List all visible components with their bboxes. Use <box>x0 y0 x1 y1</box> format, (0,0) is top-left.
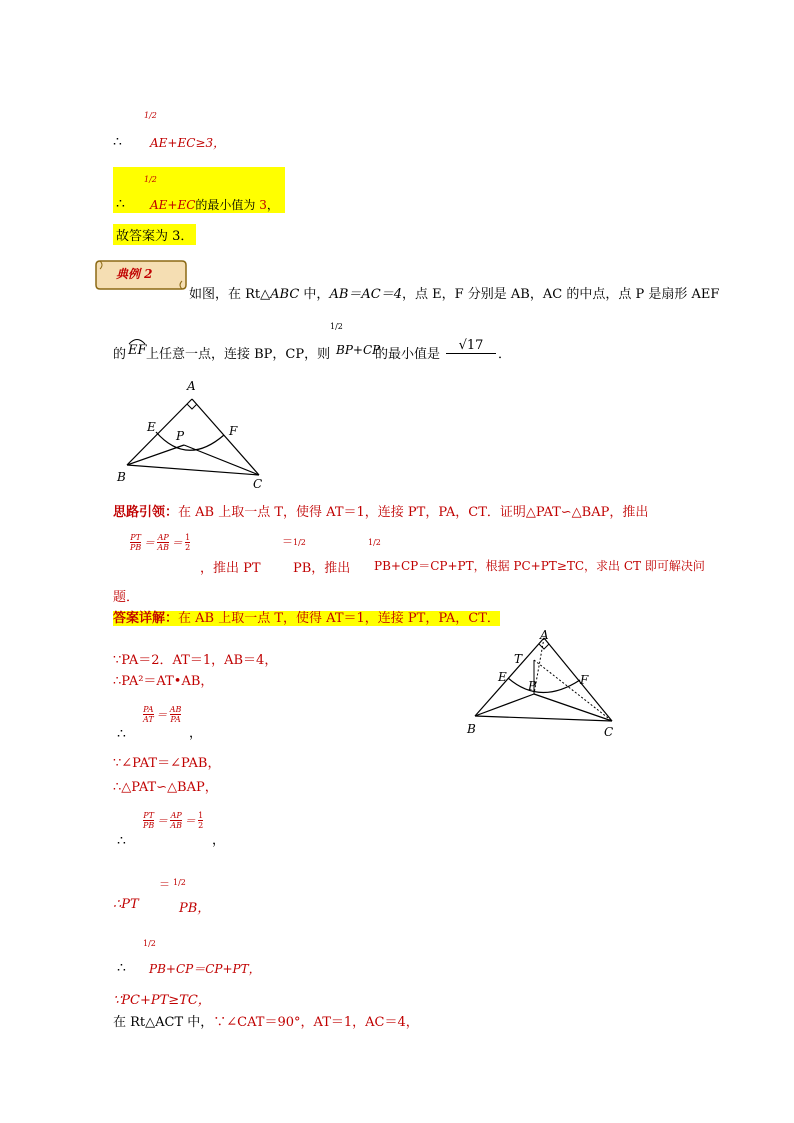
equals-sign: ＝ <box>282 535 293 548</box>
label-a: A <box>187 379 196 393</box>
label-t: T <box>514 652 523 666</box>
label-c: C <box>604 725 614 739</box>
badge-label: 典例 2 <box>116 267 153 281</box>
label-b: B <box>117 470 126 484</box>
half-fraction: 1/2 <box>330 322 343 331</box>
problem-line-1: 如图，在 Rt△ABC 中，AB＝AC＝4，点 E，F 分别是 AB，AC 的中点，点 P 是扇形 AEF <box>189 287 720 302</box>
solution-step-10: 在 Rt△ACT 中，∵∠CAT＝90°，AT＝1，AC＝4， <box>113 1015 419 1030</box>
solution-step-2: ∴PA²＝AT•AB， <box>113 674 214 689</box>
answer-blank: √17 <box>446 338 496 354</box>
hint-line-1: 思路引领：在 AB 上取一点 T，使得 AT＝1，连接 PT，PA，CT．证明△PAT∽△BAP，推出 <box>113 505 649 520</box>
label-f: F <box>229 424 238 438</box>
half-fraction: 1/2 <box>173 878 186 887</box>
arc-label: EF <box>128 343 147 358</box>
hint-fraction-chain: $\frac{PT}{PB}$ ＝ $\frac{AP}{AB}$ ＝ $\frac{1}{2}$ <box>130 533 191 552</box>
problem-line-2-d: 的最小值是 <box>375 347 441 362</box>
label-a: A <box>540 628 549 642</box>
expression-bp-cp: BP+CP <box>336 343 381 357</box>
period: ． <box>498 347 512 362</box>
half-fraction: 1/2 <box>293 538 306 547</box>
therefore-symbol: ∴ <box>117 726 126 742</box>
answer-line: 故答案为 3． <box>113 224 196 245</box>
solution-fraction-2: $\frac{PT}{PB}$ ＝ $\frac{AP}{AB}$ ＝ $\frac{1}{2}$ <box>143 811 204 830</box>
therefore-symbol: ∴ <box>113 134 122 150</box>
triangle-figure-1 <box>112 375 272 490</box>
hint-line-2-c: PB+CP＝CP+PT，根据 PC+PT≥TC，求出 CT 即可解决问 <box>374 559 705 573</box>
label-p: P <box>176 429 185 443</box>
triangle-figure-2 <box>462 626 622 741</box>
comma: ， <box>212 833 226 848</box>
problem-line-2-b: 上任意一点，连接 BP，CP，则 <box>146 347 331 362</box>
solution-step-9: ∵PC+PT≥TC， <box>113 993 211 1008</box>
comma: ， <box>189 726 203 741</box>
solution-line-1: 答案详解：在 AB 上取一点 T，使得 AT＝1，连接 PT，PA，CT． <box>113 611 500 626</box>
hint-line-2-a: ，推出 PT <box>200 561 261 576</box>
label-f: F <box>580 673 589 687</box>
label-b: B <box>467 722 476 736</box>
hint-line-2-b: PB，推出 <box>293 561 351 576</box>
therefore-symbol: ∴ <box>116 196 125 212</box>
problem-line-2-a: 的 <box>113 347 127 362</box>
half-fraction: 1/2 <box>143 939 156 948</box>
solution-step-7-b: PB， <box>179 901 211 916</box>
solution-fraction-1: $\frac{PA}{AT}$ ＝ $\frac{AB}{PA}$ <box>143 705 182 724</box>
label-e: E <box>147 420 156 434</box>
label-p: P <box>528 679 537 693</box>
half-fraction: 1/2 <box>144 175 157 184</box>
hint-line-3: 题． <box>113 590 140 605</box>
equals-sign: ＝ <box>159 878 170 891</box>
inequality-expression: AE+EC≥3， <box>150 136 226 150</box>
solution-step-8: PB+CP＝CP+PT， <box>149 962 261 976</box>
therefore-symbol: ∴ <box>117 833 126 849</box>
label-e: E <box>498 670 507 684</box>
label-c: C <box>253 477 263 490</box>
solution-step-7-a: ∴PT <box>113 897 139 912</box>
therefore-symbol: ∴ <box>117 960 126 976</box>
half-fraction: 1/2 <box>144 111 157 120</box>
arc-symbol <box>127 330 147 340</box>
min-value-line: AE+EC的最小值为 3， <box>150 198 279 212</box>
solution-step-5: ∴△PAT∽△BAP， <box>113 780 218 795</box>
solution-step-4: ∵∠PAT＝∠PAB， <box>113 756 221 771</box>
solution-step-1: ∵PA＝2．AT＝1，AB＝4， <box>113 653 278 668</box>
example-badge <box>94 255 188 293</box>
half-fraction: 1/2 <box>368 538 381 547</box>
